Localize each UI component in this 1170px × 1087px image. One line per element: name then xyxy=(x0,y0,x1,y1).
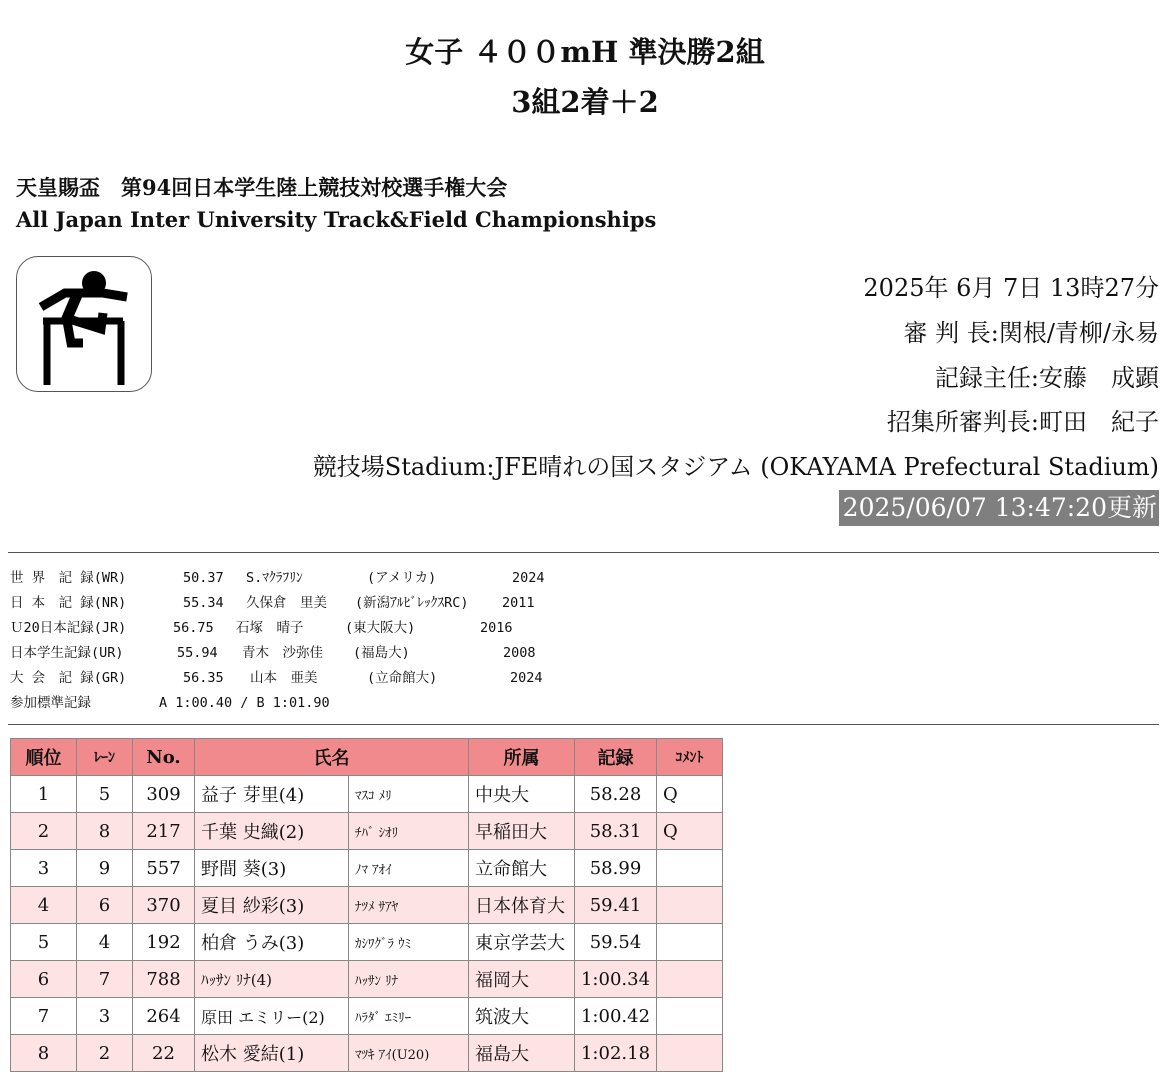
divider-top xyxy=(8,552,1159,553)
referee-line: 審 判 長:関根/青柳/永易 xyxy=(903,319,1159,347)
event-logo xyxy=(16,256,152,392)
updated-timestamp: 2025/06/07 13:47:20更新 xyxy=(839,490,1159,526)
divider-bottom xyxy=(8,724,1159,725)
entry-standard-row: 参加標準記録 A 1:00.40 / B 1:01.90 xyxy=(10,695,330,711)
results-table xyxy=(10,738,723,1072)
col-rank: 順位 xyxy=(11,739,77,776)
advance-rule: 3組2着＋2 xyxy=(511,85,659,119)
table-row: 7 3 264 原田 エミリー(2) ﾊﾗﾀﾞ ｴﾐﾘｰ 筑波大 1:00.42 xyxy=(11,998,723,1035)
table-row: 4 6 370 夏目 紗彩(3) ﾅﾂﾒ ｻｱﾔ 日本体育大 59.41 xyxy=(11,887,723,924)
record-row: Ｕ20日本記録(JR) 56.75 石塚 晴子 (東大阪大) 2016 xyxy=(10,620,513,636)
table-row: 3 9 557 野間 葵(3) ﾉﾏ ｱｵｲ 立命館大 58.99 xyxy=(11,850,723,887)
record-row: 日本学生記録(UR) 55.94 青木 沙弥佳 (福島大) 2008 xyxy=(10,645,536,661)
col-time: 記録 xyxy=(575,739,657,776)
call-room-referee-line: 招集所審判長:町田 紀子 xyxy=(886,408,1159,436)
competition-datetime: 2025年 6月 7日 13時27分 xyxy=(863,274,1159,302)
records-list xyxy=(10,566,545,716)
col-name: 氏名 xyxy=(195,739,469,776)
table-row: 5 4 192 柏倉 うみ(3) ｶｼﾜｸﾞﾗ ｳﾐ 東京学芸大 59.54 xyxy=(11,924,723,961)
record-row: 世 界 記 録(WR) 50.37 S.ﾏｸﾗﾌﾘﾝ (アメリカ) 2024 xyxy=(10,570,545,586)
col-number: No. xyxy=(133,739,195,776)
col-lane: ﾚｰﾝ xyxy=(77,739,133,776)
hurdler-icon xyxy=(17,257,153,393)
table-row: 1 5 309 益子 芽里(4) ﾏｽｺ ﾒﾘ 中央大 58.28 Q xyxy=(11,776,723,813)
recorder-line: 記録主任:安藤 成顕 xyxy=(934,364,1159,392)
table-row: 8 2 22 松木 愛結(1) ﾏﾂｷ ｱｲ(U20) 福島大 1:02.18 xyxy=(11,1035,723,1072)
record-row: 日 本 記 録(NR) 55.34 久保倉 里美 (新潟ｱﾙﾋﾞﾚｯｸｽRC) 2011 xyxy=(10,595,535,611)
col-comment: ｺﾒﾝﾄ xyxy=(657,739,723,776)
table-row: 6 7 788 ﾊｯｻﾝ ﾘﾅ(4) ﾊｯｻﾝ ﾘﾅ 福岡大 1:00.34 xyxy=(11,961,723,998)
page-title: 女子 ４００mH 準決勝2組 xyxy=(405,35,765,69)
meet-name-jp: 天皇賜盃 第94回日本学生陸上競技対校選手権大会 xyxy=(16,175,508,200)
meet-name-en: All Japan Inter University Track&Field Championships xyxy=(16,207,657,232)
table-row: 2 8 217 千葉 史織(2) ﾁﾊﾞ ｼｵﾘ 早稲田大 58.31 Q xyxy=(11,813,723,850)
table-header-row xyxy=(11,739,723,776)
stadium-line: 競技場Stadium:JFE晴れの国スタジアム (OKAYAMA Prefectural Stadium) xyxy=(312,453,1159,481)
record-row: 大 会 記 録(GR) 56.35 山本 亜美 (立命館大) 2024 xyxy=(10,670,543,686)
col-team: 所属 xyxy=(469,739,575,776)
